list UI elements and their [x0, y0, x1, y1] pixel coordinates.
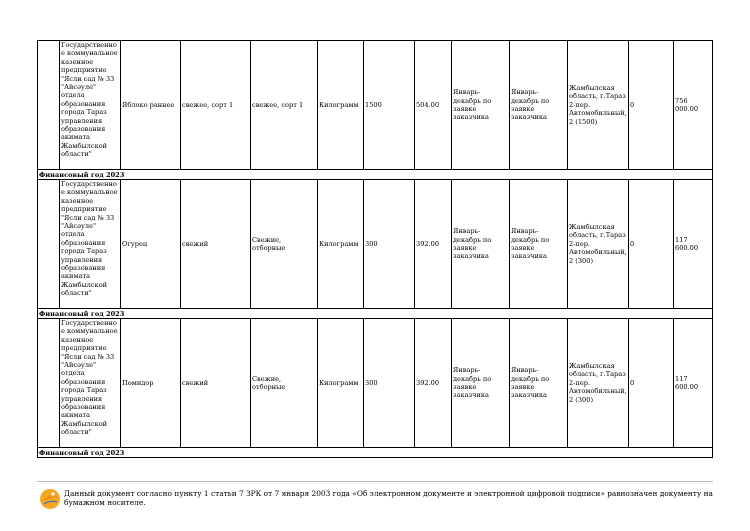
- unit-cell: Килограмм: [318, 319, 364, 448]
- fin-year-row: [38, 448, 713, 458]
- fin-year-label: Финансовый год 2023: [38, 170, 713, 180]
- delivery-term-cell: Январь-декабрь по заявке заказчика: [510, 180, 568, 309]
- table-row: [38, 180, 713, 309]
- advance-cell: 0: [629, 180, 674, 309]
- footer: [37, 481, 713, 522]
- legal-note: Данный документ согласно пункту 1 статьи 7 ЗРК от 7 января 2003 года «Об электронном документе и электронной цифровой подписи» равнозначен документу на бумажном носителе.: [64, 489, 713, 508]
- period-cell: Январь-декабрь по заявке заказчика: [452, 319, 510, 448]
- period-cell: Январь-декабрь по заявке заказчика: [452, 41, 510, 170]
- full-description-cell: Свежие, отборные: [251, 319, 318, 448]
- row-number-cell: [38, 319, 60, 448]
- full-description-cell: Свежие, отборные: [251, 180, 318, 309]
- delivery-place-cell: Жамбылская область, г.Тараз 2-пер. Автомобильный, 2 (300): [568, 180, 629, 309]
- fin-year-label: Финансовый год 2023: [38, 309, 713, 319]
- price-cell: 392.00: [415, 319, 452, 448]
- quantity-cell: 300: [364, 180, 415, 309]
- short-description-cell: свежий: [181, 180, 251, 309]
- table-row: [38, 41, 713, 170]
- unit-cell: Килограмм: [318, 41, 364, 170]
- unit-cell: Килограмм: [318, 180, 364, 309]
- organization-cell: Государственное коммунальное казенное предприятие "Ясли сад № 33 "Айсәуле" отдела образования города Тараз управления образования акимата Жамбылской области": [60, 41, 121, 170]
- row-number-cell: [38, 41, 60, 170]
- period-cell: Январь-декабрь по заявке заказчика: [452, 180, 510, 309]
- short-description-cell: свежее, сорт 1: [181, 41, 251, 170]
- fin-year-label: Финансовый год 2023: [38, 448, 713, 458]
- delivery-term-cell: Январь-декабрь по заявке заказчика: [510, 319, 568, 448]
- total-cell: 117 600.00: [674, 319, 713, 448]
- quantity-cell: 1500: [364, 41, 415, 170]
- short-description-cell: свежий: [181, 319, 251, 448]
- full-description-cell: свежее, сорт 1: [251, 41, 318, 170]
- item-name-cell: Огурец: [121, 180, 181, 309]
- total-cell: 756 000.00: [674, 41, 713, 170]
- fin-year-row: [38, 309, 713, 319]
- delivery-place-cell: Жамбылская область, г.Тараз 2-пер. Автомобильный, 2 (1500): [568, 41, 629, 170]
- delivery-term-cell: Январь-декабрь по заявке заказчика: [510, 41, 568, 170]
- advance-cell: 0: [629, 319, 674, 448]
- e-gov-logo-icon: [39, 488, 61, 510]
- price-cell: 392.00: [415, 180, 452, 309]
- quantity-cell: 300: [364, 319, 415, 448]
- price-cell: 504.00: [415, 41, 452, 170]
- advance-cell: 0: [629, 41, 674, 170]
- procurement-table: [37, 40, 713, 458]
- organization-cell: Государственное коммунальное казенное предприятие "Ясли сад № 33 "Айсәуле" отдела образования города Тараз управления образования акимата Жамбылской области": [60, 180, 121, 309]
- row-number-cell: [38, 180, 60, 309]
- item-name-cell: Яблоко раннее: [121, 41, 181, 170]
- fin-year-row: [38, 170, 713, 180]
- organization-cell: Государственное коммунальное казенное предприятие "Ясли сад № 33 "Айсәуле" отдела образования города Тараз управления образования акимата Жамбылской области": [60, 319, 121, 448]
- item-name-cell: Помидор: [121, 319, 181, 448]
- delivery-place-cell: Жамбылская область, г.Тараз 2-пер. Автомобильный, 2 (300): [568, 319, 629, 448]
- table-row: [38, 319, 713, 448]
- total-cell: 117 600.00: [674, 180, 713, 309]
